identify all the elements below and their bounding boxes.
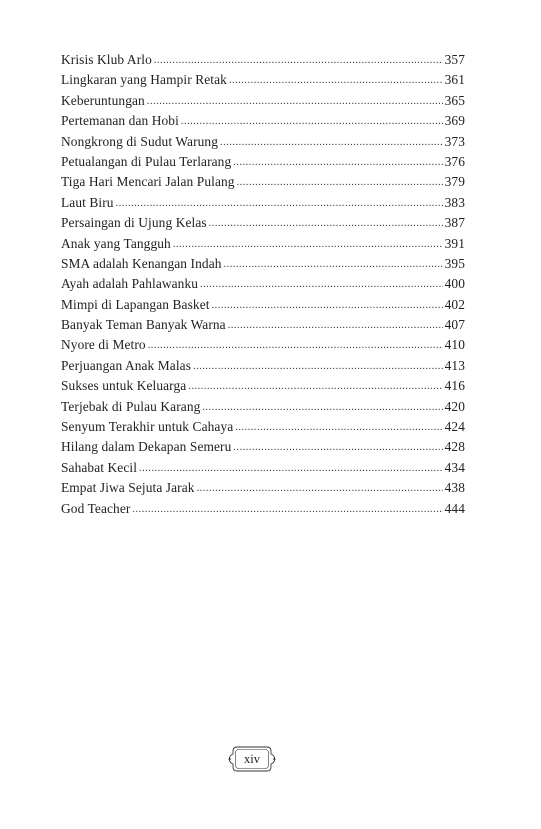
dot-leader [212, 296, 443, 315]
toc-entry-page: 383 [444, 194, 465, 210]
dot-leader [147, 92, 443, 111]
toc-entry-page: 379 [444, 174, 465, 190]
dot-leader [181, 112, 443, 131]
dot-leader [188, 377, 442, 396]
dot-leader [224, 255, 443, 274]
toc-entry-page: 400 [444, 276, 465, 292]
toc-entry-title: Hilang dalam Dekapan Semeru [61, 439, 232, 455]
toc-entry [61, 152, 465, 172]
toc-entry-title: Ayah adalah Pahlawanku [61, 276, 199, 292]
toc-entry-page: 420 [444, 398, 465, 414]
toc-entry-page: 434 [444, 459, 465, 475]
toc-entry-page: 438 [444, 480, 465, 496]
toc-entry [61, 335, 465, 355]
dot-leader [154, 51, 443, 70]
toc-entry-title: Persaingan di Ujung Kelas [61, 215, 207, 231]
dot-leader [237, 173, 443, 192]
dot-leader [202, 398, 442, 417]
dot-leader [220, 133, 443, 152]
dot-leader [193, 357, 443, 376]
dot-leader [209, 214, 443, 233]
toc-entry-title: Keberuntungan [61, 92, 145, 108]
toc-entry [61, 193, 465, 213]
dot-leader [235, 418, 442, 437]
toc-entry-page: 391 [444, 235, 465, 251]
toc-entry-title: Lingkaran yang Hampir Retak [61, 72, 227, 88]
toc-entry [61, 356, 465, 376]
toc-entry-title: Laut Biru [61, 194, 114, 210]
toc-entry-page: 395 [444, 255, 465, 271]
toc-entry-page: 410 [444, 337, 465, 353]
toc-entry-page: 361 [444, 72, 465, 88]
toc-entry [61, 274, 465, 294]
dot-leader [132, 500, 442, 519]
dot-leader [139, 459, 443, 478]
dot-leader [148, 336, 443, 355]
toc-entry-page: 357 [444, 52, 465, 67]
toc-entry [61, 234, 465, 254]
page-number: xiv [244, 752, 260, 766]
toc-entry-title: Sukses untuk Keluarga [61, 378, 187, 394]
toc-entry [61, 213, 465, 233]
page-number-ornament [228, 744, 276, 774]
toc-entry [61, 50, 465, 70]
dot-leader [233, 153, 442, 172]
toc-entry [61, 458, 465, 478]
toc-entry-title: Nyore di Metro [61, 337, 146, 353]
toc-entry-page: 369 [444, 113, 465, 129]
toc-entry [61, 437, 465, 457]
toc-entry [61, 70, 465, 90]
toc-entry-page: 424 [444, 419, 465, 435]
toc-entry [61, 295, 465, 315]
toc-entry [61, 315, 465, 335]
toc-entry [61, 172, 465, 192]
toc-entry-page: 413 [444, 357, 465, 373]
dot-leader [228, 316, 443, 335]
toc-entry-title: Nongkrong di Sudut Warung [61, 133, 219, 149]
toc-entry-title: Terjebak di Pulau Karang [61, 398, 201, 414]
dot-leader [197, 479, 443, 498]
toc-entry-title: Empat Jiwa Sejuta Jarak [61, 480, 195, 496]
toc-entry [61, 254, 465, 274]
toc-entry-title: Sahabat Kecil [61, 459, 138, 475]
toc-entry-page: 387 [444, 215, 465, 231]
toc-entry-title: SMA adalah Kenangan Indah [61, 255, 222, 271]
toc-entry [61, 417, 465, 437]
dot-leader [233, 438, 442, 457]
toc-entry-title: Senyum Terakhir untuk Cahaya [61, 419, 234, 435]
toc-entry-title: Banyak Teman Banyak Warna [61, 317, 226, 333]
toc-entry-page: 373 [444, 133, 465, 149]
toc-entry-title: Perjuangan Anak Malas [61, 357, 192, 373]
table-of-contents [61, 50, 465, 519]
dot-leader [173, 235, 443, 254]
toc-entry-title: God Teacher [61, 500, 131, 516]
toc-entry-title: Anak yang Tangguh [61, 235, 171, 251]
toc-entry-page: 376 [444, 153, 465, 169]
toc-entry [61, 478, 465, 498]
toc-entry-title: Mimpi di Lapangan Basket [61, 296, 210, 312]
toc-entry-title: Tiga Hari Mencari Jalan Pulang [61, 174, 235, 190]
toc-entry [61, 111, 465, 131]
toc-entry-page: 428 [444, 439, 465, 455]
toc-entry [61, 499, 465, 519]
toc-entry-page: 416 [444, 378, 465, 394]
toc-entry-title: Petualangan di Pulau Terlarang [61, 153, 232, 169]
toc-entry-page: 402 [444, 296, 465, 312]
toc-entry-page: 365 [444, 92, 465, 108]
toc-entry [61, 376, 465, 396]
toc-entry [61, 91, 465, 111]
toc-entry-title: Krisis Klub Arlo [61, 52, 152, 67]
toc-entry-page: 444 [444, 500, 465, 516]
dot-leader [229, 71, 443, 90]
dot-leader [116, 194, 443, 213]
toc-entry [61, 397, 465, 417]
toc-entry [61, 132, 465, 152]
toc-entry-title: Pertemanan dan Hobi [61, 113, 179, 129]
dot-leader [200, 275, 443, 294]
toc-entry-page: 407 [444, 317, 465, 333]
